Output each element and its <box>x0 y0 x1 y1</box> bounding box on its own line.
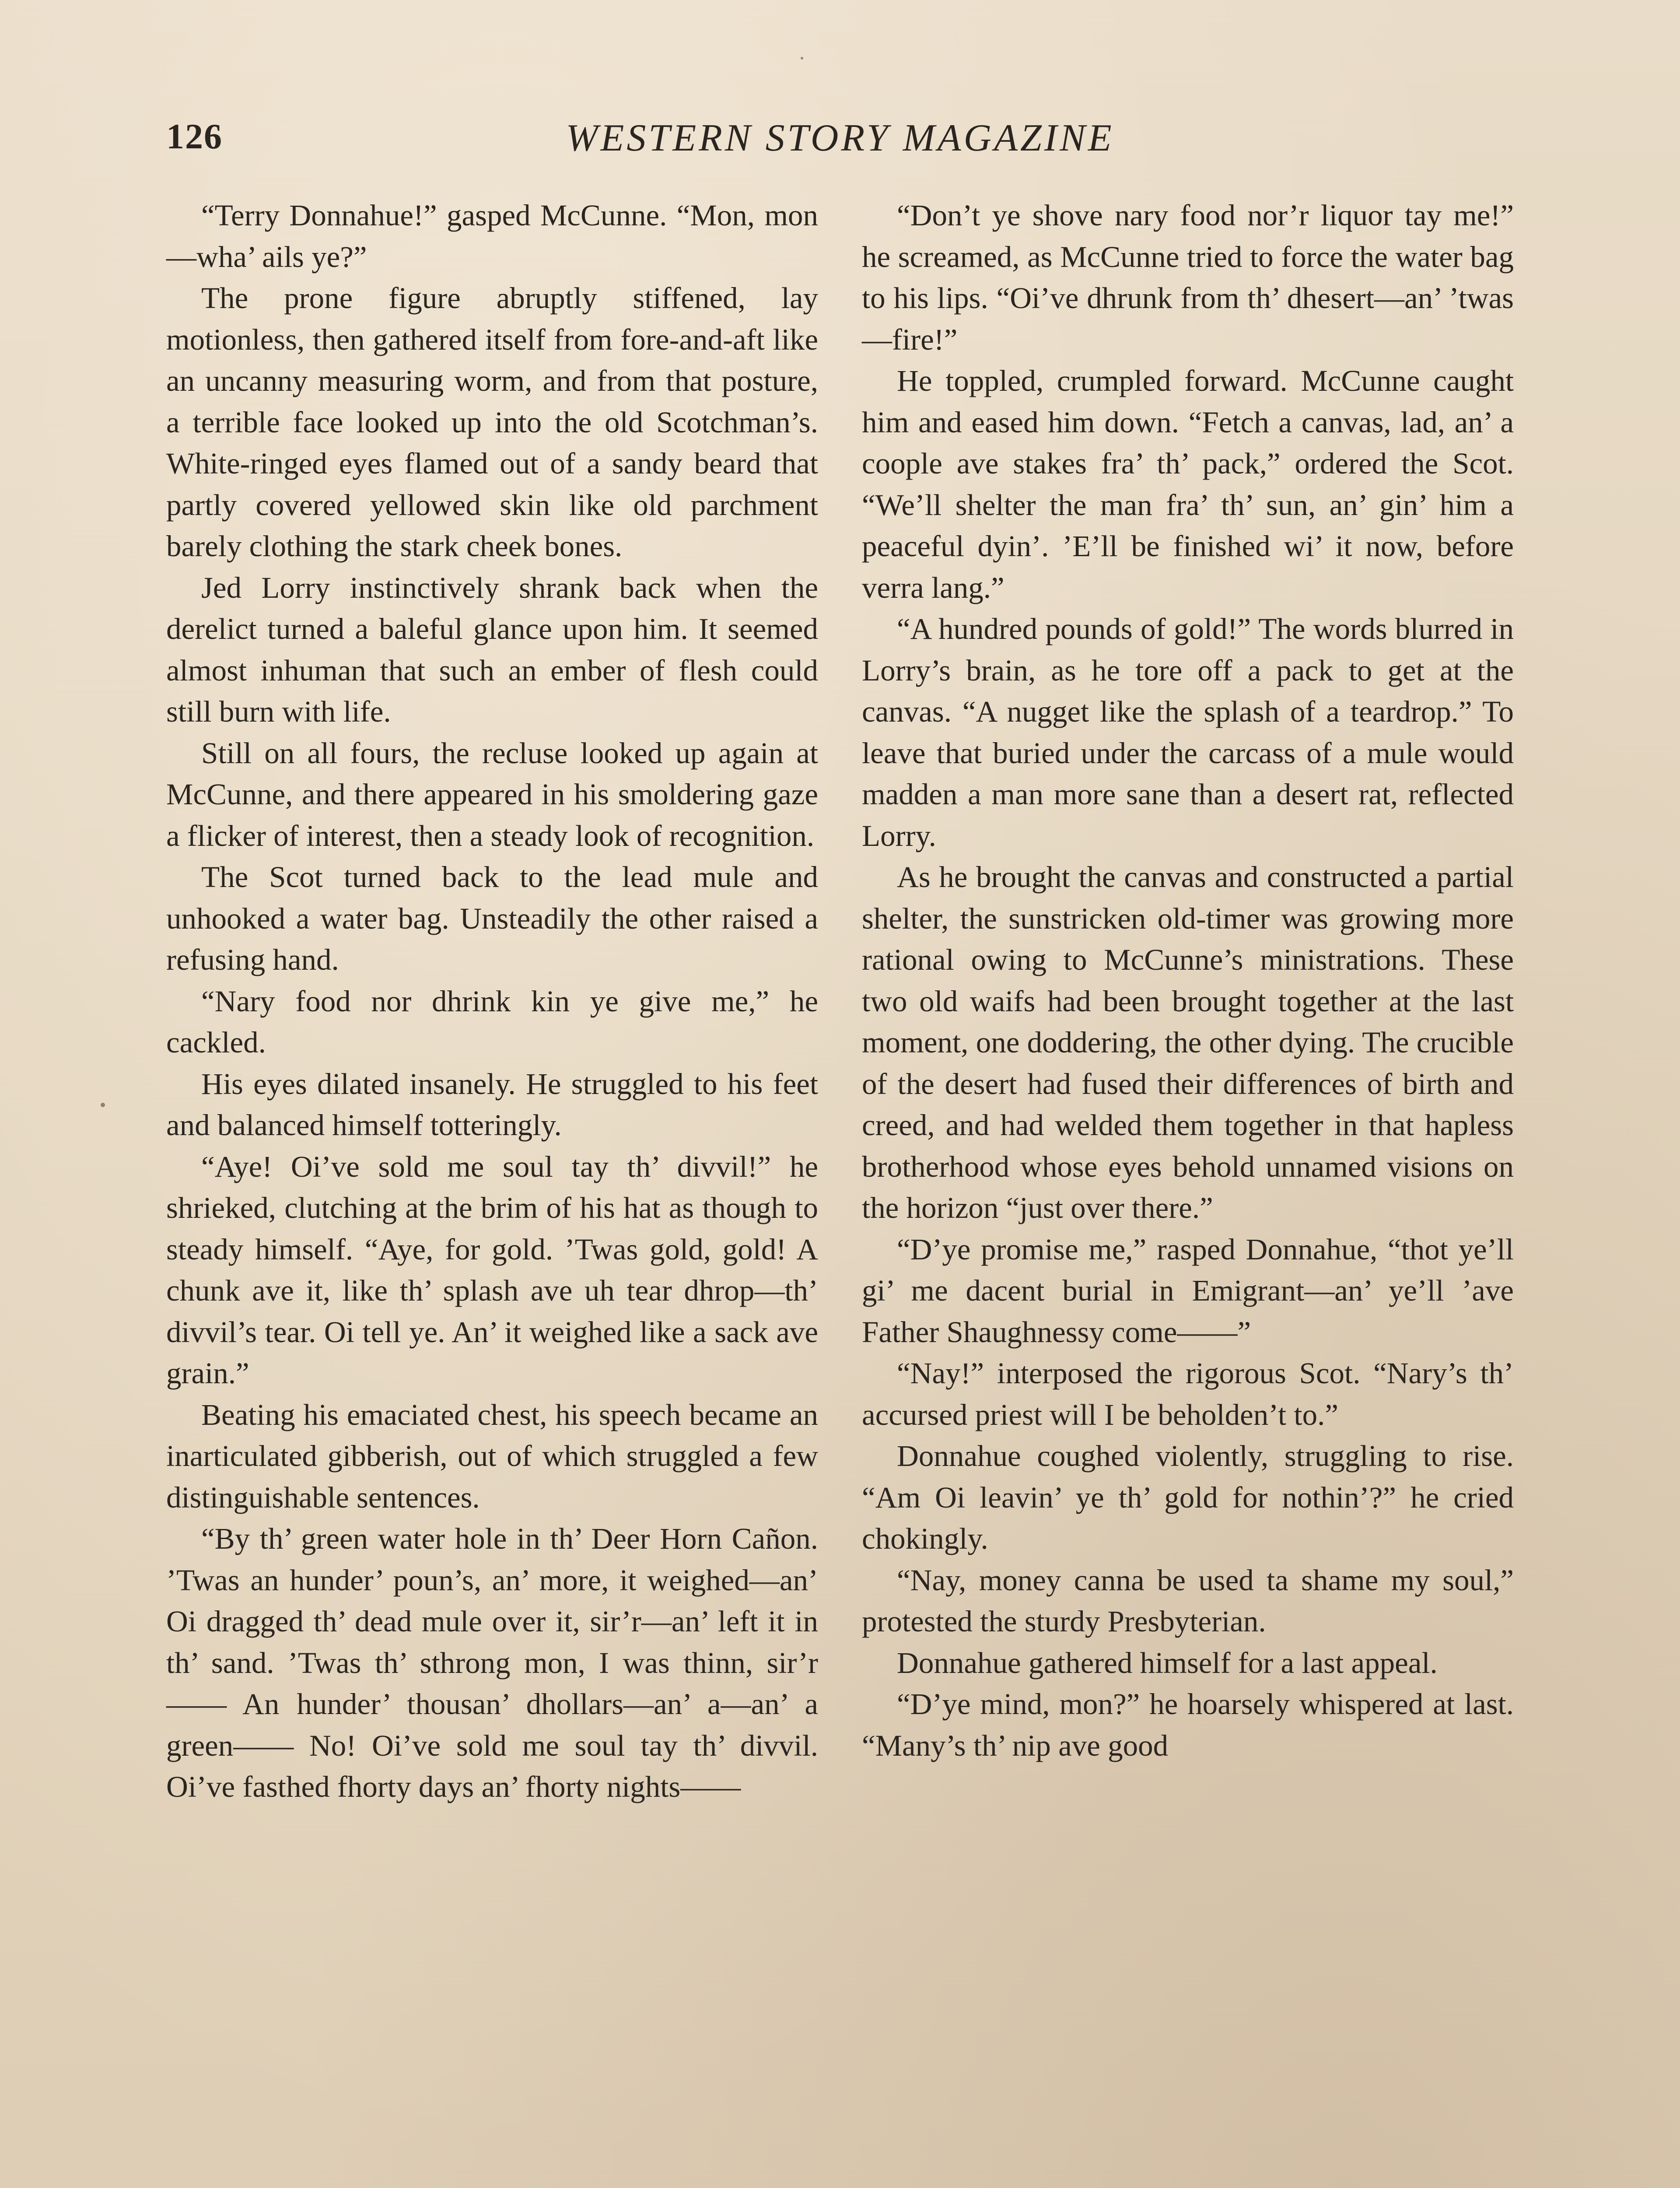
paragraph: “Aye! Oi’ve sold me soul tay th’ divvil!” he shrieked, clutching at the brim of his hat as though to steady himself. “Aye, for gold. ’Twas gold, gold! A chunk ave it, like th’ splash ave uh tear dhrop—th’ divvil’s tear. Oi tell ye. An’ it weighed like a sack ave grain.” <box>166 1150 818 1390</box>
paper-speck <box>801 57 803 60</box>
paragraph: Still on all fours, the recluse looked up again at McCunne, and there appeared in his smoldering gaze a flicker of interest, then a steady look of recognition. <box>166 736 818 852</box>
paragraph: “Don’t ye shove nary food nor’r liquor tay me!” he screamed, as McCunne tried to force the water bag to his lips. “Oi’ve dhrunk from th’ dhesert—an’ ’twas—fire!” <box>862 199 1514 356</box>
paragraph: “Terry Donnahue!” gasped McCunne. “Mon, mon—wha’ ails ye?” <box>166 199 818 274</box>
running-head: WESTERN STORY MAGAZINE <box>566 117 1114 159</box>
paragraph: “D’ye promise me,” rasped Donnahue, “thot ye’ll gi’ me dacent burial in Emigrant—an’ ye’ll ’ave Father Shaughnessy come——” <box>862 1232 1514 1349</box>
page-number: 126 <box>166 116 223 156</box>
paragraph: “D’ye mind, mon?” he hoarsely whispered at last. “Many’s th’ nip ave good <box>862 1687 1514 1762</box>
paragraph: Donnahue gathered himself for a last appeal. <box>897 1646 1438 1680</box>
paper-speck <box>101 1103 105 1107</box>
paragraph: The prone figure abruptly stiffened, lay motionless, then gathered itself from fore-and-aft like an uncanny measuring worm, and from that posture, a terrible face looked up into the old Scotchman’s. White-ringed eyes flamed out of a sandy beard that partly covered yellowed skin like old parchment barely clothing the stark cheek bones. <box>166 281 818 563</box>
paragraph: His eyes dilated insanely. He struggled to his feet and balanced himself totteringly. <box>166 1067 818 1142</box>
paragraph: “Nary food nor dhrink kin ye give me,” he cackled. <box>166 984 818 1059</box>
right-column <box>862 195 1514 1766</box>
paragraph: Donnahue coughed violently, struggling to rise. “Am Oi leavin’ ye th’ gold for nothin’?” he cried chokingly. <box>862 1439 1514 1555</box>
paragraph: “A hundred pounds of gold!” The words blurred in Lorry’s brain, as he tore off a pack to get at the canvas. “A nugget like the splash of a teardrop.” To leave that buried under the carcass of a mule would madden a man more sane than a desert rat, reflected Lorry. <box>862 612 1514 852</box>
paragraph: The Scot turned back to the lead mule and unhooked a water bag. Unsteadily the other raised a refusing hand. <box>166 860 818 976</box>
paragraph: As he brought the canvas and constructed a partial shelter, the sunstricken old-timer was growing more rational owing to McCunne’s ministrations. These two old waifs had been brought together at the last moment, one doddering, the other dying. The crucible of the desert had fused their differences of birth and creed, and had welded them together in that hapless brotherhood whose eyes behold unnamed visions on the horizon “just over there.” <box>862 860 1514 1224</box>
paragraph: Beating his emaciated chest, his speech became an inarticulated gibberish, out of which struggled a few distinguishable sentences. <box>166 1398 818 1514</box>
paragraph: “Nay, money canna be used ta shame my soul,” protested the sturdy Presbyterian. <box>862 1563 1514 1638</box>
paragraph: “Nay!” interposed the rigorous Scot. “Nary’s th’ accursed priest will I be beholden’t to.” <box>862 1357 1514 1431</box>
paragraph: “By th’ green water hole in th’ Deer Horn Cañon. ’Twas an hunder’ poun’s, an’ more, it weighed—an’ Oi dragged th’ dead mule over it, sir’r—an’ left it in th’ sand. ’Twas th’ sthrong mon, I was thinn, sir’r—— An hunder’ thousan’ dhollars—an’ a—an’ a green—— No! Oi’ve sold me soul tay th’ divvil. Oi’ve fasthed fhorty days an’ fhorty nights—— <box>166 1522 818 1803</box>
left-column <box>166 195 818 1808</box>
page-header <box>166 116 1514 173</box>
paragraph: Jed Lorry instinctively shrank back when the derelict turned a baleful glance upon him. It seemed almost inhuman that such an ember of flesh could still burn with life. <box>166 571 818 728</box>
paragraph: He toppled, crumpled forward. McCunne caught him and eased him down. “Fetch a canvas, lad, an’ a coople ave stakes fra’ th’ pack,” ordered the Scot. “We’ll shelter the man fra’ th’ sun, an’ gin’ him a peaceful dyin’. ’E’ll be finished wi’ it now, before verra lang.” <box>862 364 1514 604</box>
